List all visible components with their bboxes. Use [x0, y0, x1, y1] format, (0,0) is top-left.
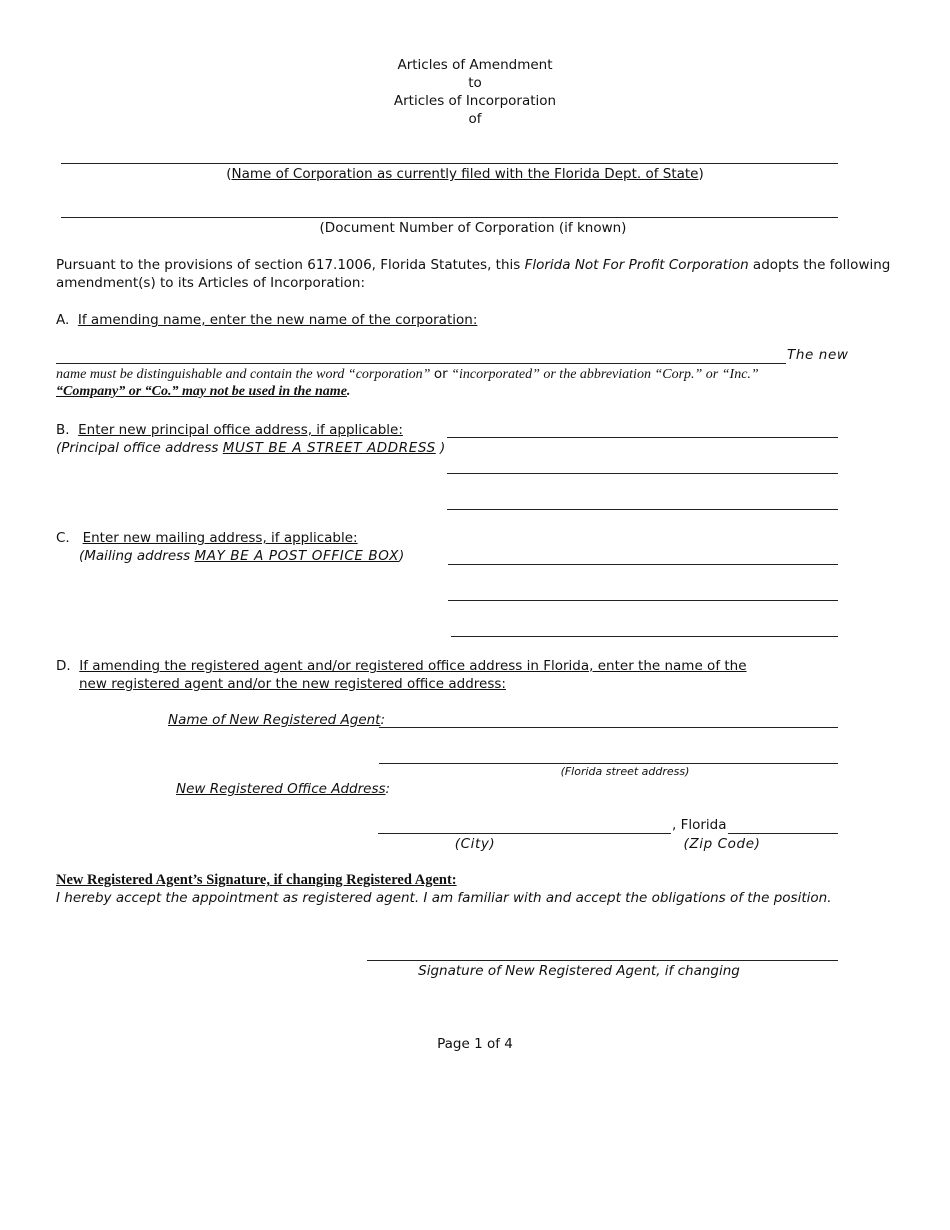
section-d-heading [56, 658, 747, 674]
title-line-2: to [468, 75, 482, 91]
signature-line [367, 960, 838, 961]
office-address-label-row: New Registered Office Address: [176, 781, 391, 797]
city-input[interactable] [380, 814, 672, 832]
signature-heading: New Registered Agent’s Signature, if changing Registered Agent: [56, 872, 457, 888]
intro-paragraph-line-2: amendment(s) to its Articles of Incorporation: [56, 275, 365, 291]
principal-address-input-1[interactable] [449, 418, 839, 436]
corporation-name-caption: (Name of Corporation as currently filed with the Florida Dept. of State) [226, 166, 704, 182]
section-b-note-suffix: ) [435, 440, 446, 456]
section-b-note-prefix: (Principal office address [56, 440, 223, 456]
section-d-heading-line-1: If amending the registered agent and/or registered office address in Florida, enter the name of the [79, 658, 747, 674]
section-b-heading [56, 422, 403, 438]
document-number-line [61, 217, 838, 218]
document-number-input[interactable] [62, 198, 840, 216]
florida-street-address-input[interactable] [380, 744, 840, 762]
name-rule-note-line-2 [56, 366, 759, 383]
title-line-4: of [468, 111, 482, 127]
title-line-1: Articles of Amendment [397, 57, 553, 73]
signature-caption: Signature of New Registered Agent, if changing [418, 963, 740, 979]
name-rule-or: or [433, 366, 448, 382]
page-number: Page 1 of 4 [437, 1036, 513, 1052]
principal-address-line-1 [447, 437, 838, 438]
corporation-name-input[interactable] [62, 144, 840, 162]
name-rule-note-start: The new [787, 347, 849, 363]
agent-name-line [379, 727, 838, 728]
florida-street-address-line [379, 763, 838, 764]
office-address-label: New Registered Office Address [176, 781, 386, 797]
name-rule-note-line-3: “Company” or “Co.” may not be used in the name. [56, 384, 351, 399]
section-b-note-emphasis: MUST BE A STREET ADDRESS [222, 440, 436, 456]
name-rule-text: name must be distinguishable and contain the word “corporation” [56, 367, 431, 382]
section-d-letter: D. [56, 658, 71, 674]
section-b-letter: B. [56, 422, 70, 438]
intro-paragraph-line-1 [56, 257, 890, 273]
section-d-heading-line-2: new registered agent and/or the new registered office address: [79, 676, 506, 692]
zip-code-input[interactable] [730, 814, 840, 832]
intro-text: Pursuant to the provisions of section 617.1006, Florida Statutes, this [56, 257, 525, 273]
florida-street-address-caption: (Florida street address) [560, 765, 690, 778]
agent-name-label: Name of New Registered Agent [168, 712, 381, 728]
section-b-heading-text: Enter new principal office address, if applicable: [78, 422, 403, 438]
section-c-letter: C. [56, 530, 70, 546]
principal-address-input-2[interactable] [449, 454, 839, 472]
agent-name-label-row: Name of New Registered Agent: [168, 712, 386, 728]
document-number-caption: (Document Number of Corporation (if known) [319, 220, 627, 236]
agent-name-input[interactable] [380, 708, 840, 726]
new-corporation-name-input[interactable] [57, 344, 787, 362]
corporation-name-line [61, 163, 838, 164]
intro-corporation-type: Florida Not For Profit Corporation [524, 257, 749, 273]
mailing-address-input-2[interactable] [450, 581, 839, 599]
corporation-name-label: Name of Corporation as currently filed with the Florida Dept. of State [231, 166, 699, 182]
section-c-note-emphasis: MAY BE A POST OFFICE BOX [194, 548, 399, 564]
name-rule-restriction: “Company” or “Co.” may not be used in the name [56, 384, 347, 399]
section-c-heading [56, 530, 358, 546]
principal-address-input-3[interactable] [449, 490, 839, 508]
section-a-heading-text: If amending name, enter the new name of the corporation: [77, 312, 478, 328]
title-line-3: Articles of Incorporation [393, 93, 557, 109]
city-caption: (City) [454, 836, 496, 852]
section-a-letter: A. [56, 312, 70, 328]
city-line [378, 833, 671, 834]
new-name-line [56, 363, 786, 364]
mailing-address-line-2 [448, 600, 838, 601]
section-c-note-suffix: ) [398, 548, 405, 564]
zip-code-line [728, 833, 838, 834]
principal-address-line-3 [447, 509, 838, 510]
mailing-address-line-1 [448, 564, 838, 565]
section-b-note [56, 440, 445, 456]
principal-address-line-2 [447, 473, 838, 474]
section-c-heading-text: Enter new mailing address, if applicable: [82, 530, 358, 546]
mailing-address-line-3 [451, 636, 838, 637]
agent-signature-input[interactable] [369, 941, 840, 959]
section-c-note [79, 548, 404, 564]
section-a-heading [56, 312, 477, 328]
mailing-address-input-3[interactable] [453, 617, 839, 635]
signature-statement: I hereby accept the appointment as registered agent. I am familiar with and accept the obligations of the position. [56, 890, 832, 906]
section-c-note-prefix: (Mailing address [79, 548, 195, 564]
intro-text-end: adopts the following [748, 257, 891, 273]
mailing-address-input-1[interactable] [450, 545, 839, 563]
florida-state-label: , Florida [672, 817, 727, 833]
zip-code-caption: (Zip Code) [683, 836, 761, 852]
name-rule-text-2: “incorporated” or the abbreviation “Corp.” or “Inc.” [451, 367, 759, 382]
